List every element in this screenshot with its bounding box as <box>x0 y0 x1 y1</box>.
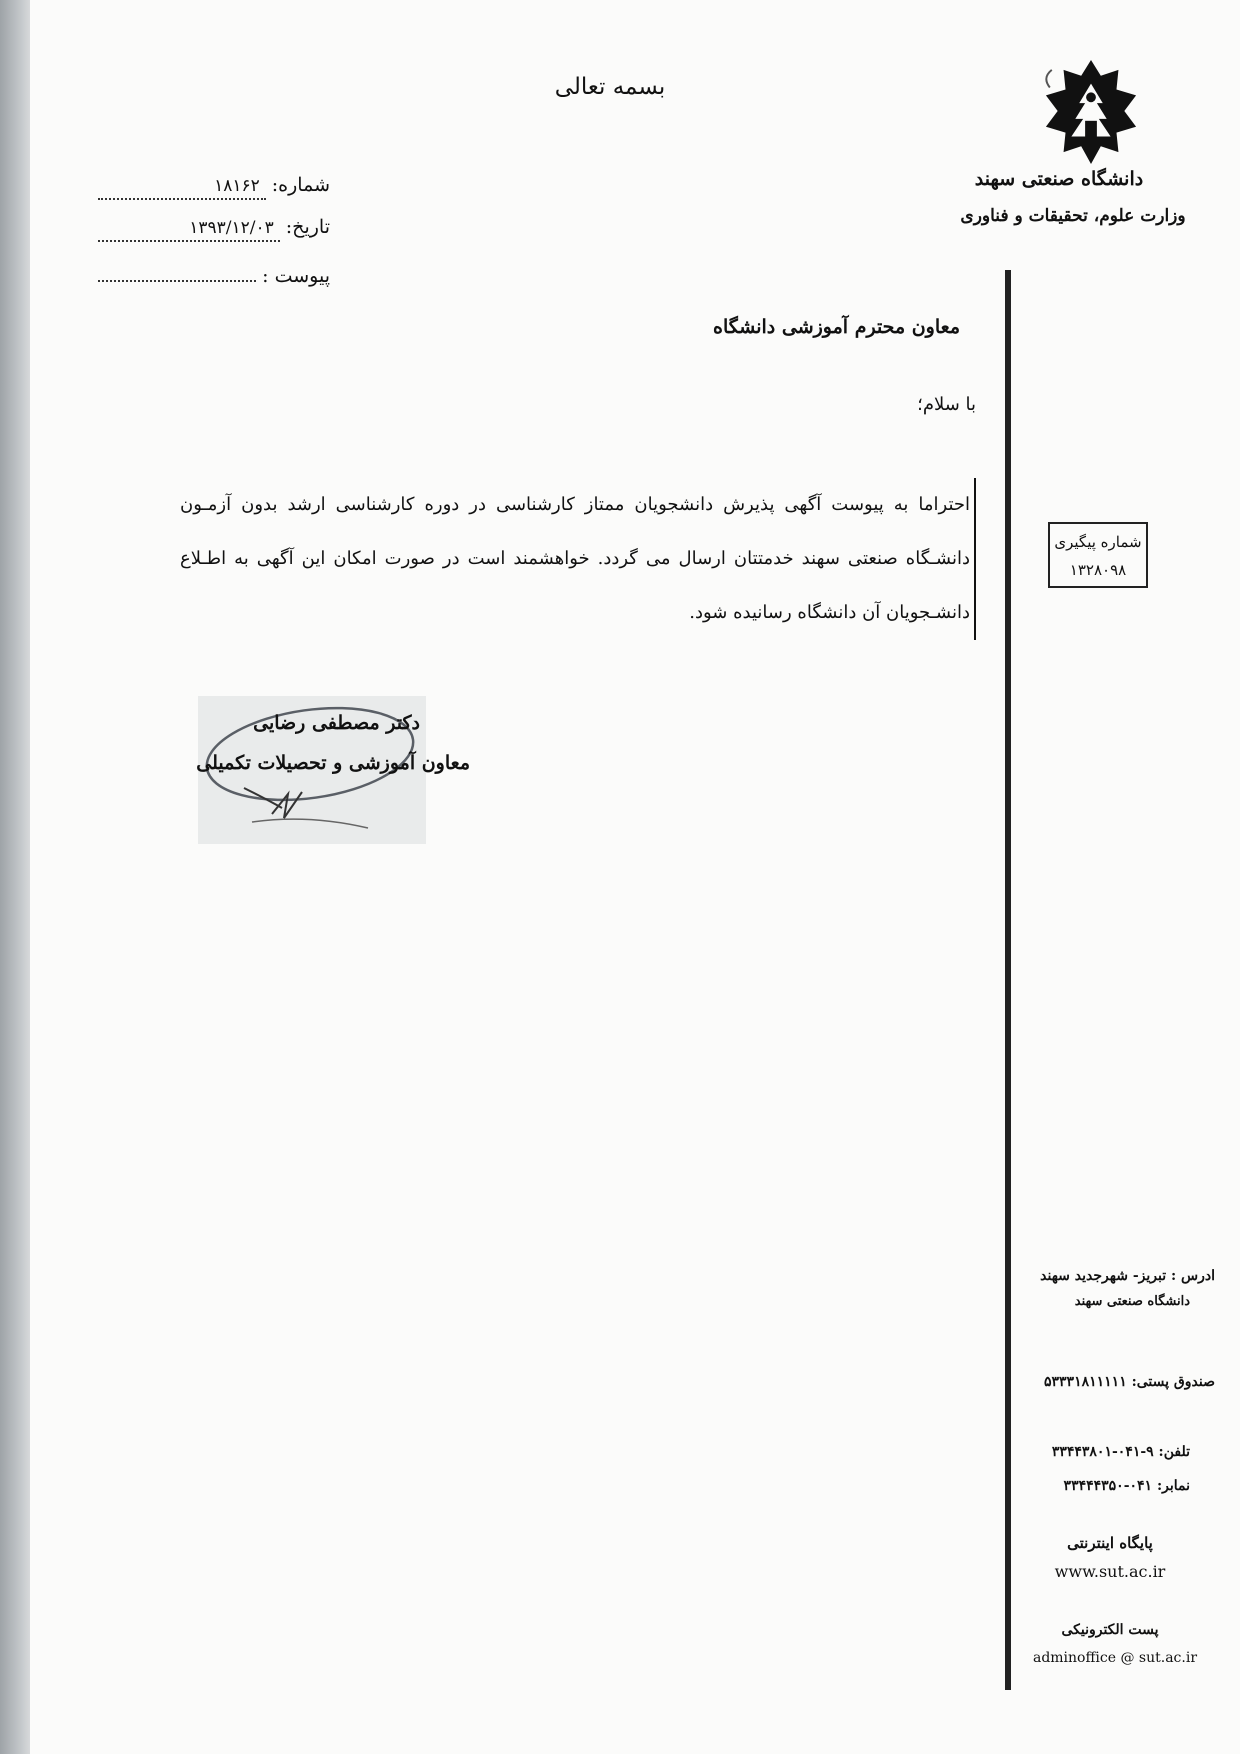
fax-number: نمابر: ۰۴۱-۳۳۴۴۴۳۵۰ <box>1063 1478 1190 1494</box>
letter-heading: بسمه تعالی <box>554 74 666 100</box>
email-link[interactable]: adminoffice @ sut.ac.ir <box>1032 1650 1198 1666</box>
po-box: صندوق پستی: ۵۳۳۳۱۸۱۱۱۱۱ <box>1044 1374 1215 1390</box>
reference-attachment-value <box>98 258 256 282</box>
website-label: پایگاه اینترنتی <box>1067 1534 1153 1552</box>
signatory-name: دکتر مصطفی رضایی <box>253 712 420 734</box>
reference-block <box>98 174 330 300</box>
reference-date-row <box>98 216 330 258</box>
reference-attachment-label: پیوست : <box>262 265 330 287</box>
ministry-name: وزارت علوم، تحقیقات و فناوری <box>960 206 1186 226</box>
letter-recipient: معاون محترم آموزشی دانشگاه <box>713 316 960 338</box>
reference-number-row <box>98 174 330 216</box>
reference-date-label: تاریخ: <box>285 216 330 238</box>
tracking-number-value: ۱۳۲۸۰۹۸ <box>1069 561 1127 579</box>
reference-number-value: ۱۸۱۶۲ <box>98 176 266 200</box>
reference-date-value: ۱۳۹۳/۱۲/۰۳ <box>98 218 280 242</box>
signatory-title: معاون آموزشی و تحصیلات تکمیلی <box>196 752 470 774</box>
phone-number: تلفن: ۹-۰۴۱-۳۳۴۴۳۸۰۱ <box>1051 1444 1190 1460</box>
university-name: دانشگاه صنعتی سهند <box>974 168 1144 190</box>
tracking-number-label: شماره پیگیری <box>1054 533 1142 551</box>
email-label: پست الکترونیکی <box>1061 1622 1159 1638</box>
address-line-1: ادرس : تبریز- شهرجدید سهند <box>1040 1268 1215 1284</box>
letter-page <box>30 0 1240 1754</box>
vertical-divider <box>1005 270 1011 1690</box>
tracking-number-box <box>1048 522 1148 588</box>
reference-attachment-row <box>98 258 330 300</box>
reference-number-label: شماره: <box>271 174 330 196</box>
website-link[interactable]: www.sut.ac.ir <box>1054 1562 1166 1581</box>
address-line-2: دانشگاه صنعتی سهند <box>1074 1294 1190 1309</box>
scanner-edge <box>0 0 34 1754</box>
letter-greeting: با سلام؛ <box>917 394 976 415</box>
letter-body: احتراما به پیوست آگهی پذیرش دانشجویان ممتاز کارشناسی در دوره کارشناسی ارشد بدون آزمـون دانشـگاه صنعتی سهند خدمتتان ارسال می گردد. خواهشمند است در صورت امکان این آگهی به اطـلاع دانشـجویان آن دانشگاه رسانیده شود. <box>180 478 976 640</box>
university-logo-icon <box>1042 58 1140 166</box>
